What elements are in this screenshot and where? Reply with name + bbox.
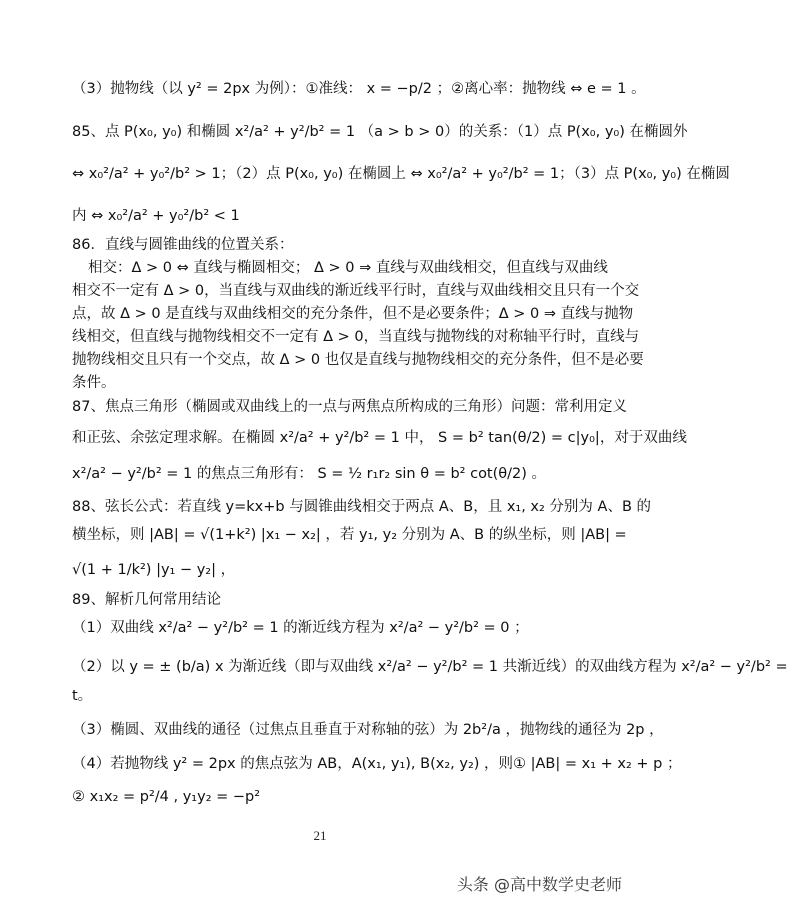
text-line: （2）以 y = ± (b/a) x 为渐近线（即与双曲线 x²/a² − y²/b² = 1 共渐近线）的双曲线方程为 x²/a² − y²/b² = [72,659,788,675]
text-line: 线相交，但直线与抛物线相交不一定有 Δ > 0，当直线与抛物线的对称轴平行时，直线与 [72,329,640,345]
text-line-86: 86．直线与圆锥曲线的位置关系： [72,237,294,253]
text-line-85: 85、点 P(x₀, y₀) 和椭圆 x²/a² + y²/b² = 1 （a > b > 0）的关系：（1）点 P(x₀, y₀) 在椭圆外 [72,124,688,140]
text-line: ⇔ x₀²/a² + y₀²/b² > 1；（2）点 P(x₀, y₀) 在椭圆上 ⇔ x₀²/a² + y₀²/b² = 1；（3）点 P(x₀, y₀) 在椭圆 [72,166,730,182]
text-line: 相交不一定有 Δ > 0，当直线与双曲线的渐近线平行时，直线与双曲线相交且只有一个交 [72,283,640,299]
text-line-89: 89、解析几何常用结论 [72,592,221,608]
text-line: （1）双曲线 x²/a² − y²/b² = 1 的渐近线方程为 x²/a² − y²/b² = 0 ； [72,620,529,636]
text-line: √(1 + 1/k²) |y₁ − y₂| ， [72,562,236,578]
text-line: （4）若抛物线 y² = 2px 的焦点弦为 AB，A(x₁, y₁), B(x₂, y₂) ，则① |AB| = x₁ + x₂ + p ； [72,756,682,772]
text-line: ② x₁x₂ = p²/4 , y₁y₂ = −p² [72,789,261,805]
text-line: 横坐标，则 |AB| = √(1+k²) |x₁ − x₂| ，若 y₁, y₂ 分别为 A、B 的纵坐标，则 |AB| = [72,527,627,543]
text-line: 内 ⇔ x₀²/a² + y₀²/b² < 1 [72,208,240,224]
text-line: 条件。 [72,375,116,391]
text-line: t。 [72,688,93,704]
text-line: x²/a² − y²/b² = 1 的焦点三角形有： S = ½ r₁r₂ sin θ = b² cot(θ/2) 。 [72,466,547,482]
text-line: 抛物线相交且只有一个交点，故 Δ > 0 也仅是直线与抛物线相交的充分条件，但不是必要 [72,352,644,368]
page-number: 21 [313,828,327,843]
text-line-parabola: （3）抛物线（以 y² = 2px 为例）：①准线： x = −p/2 ；②离心率：抛物线 ⇔ e = 1 。 [72,81,646,97]
text-line-88: 88、弦长公式：若直线 y=kx+b 与圆锥曲线相交于两点 A、B，且 x₁, x₂ 分别为 A、B 的 [72,499,652,515]
text-line: 点，故 Δ > 0 是直线与双曲线相交的充分条件，但不是必要条件；Δ > 0 ⇒ 直线与抛物 [72,306,634,322]
text-line: （3）椭圆、双曲线的通径（过焦点且垂直于对称轴的弦）为 2b²/a ，抛物线的通径为 2p ， [72,722,664,738]
text-line: 和正弦、余弦定理求解。在椭圆 x²/a² + y²/b² = 1 中， S = b² tan(θ/2) = c|y₀|，对于双曲线 [72,430,687,446]
source-watermark: 头条 @高中数学史老师 [456,875,622,894]
text-line: 相交：Δ > 0 ⇔ 直线与椭圆相交； Δ > 0 ⇒ 直线与双曲线相交，但直线与双曲线 [88,260,608,276]
text-line-87: 87、焦点三角形（椭圆或双曲线上的一点与两焦点所构成的三角形）问题：常利用定义 [72,399,627,415]
